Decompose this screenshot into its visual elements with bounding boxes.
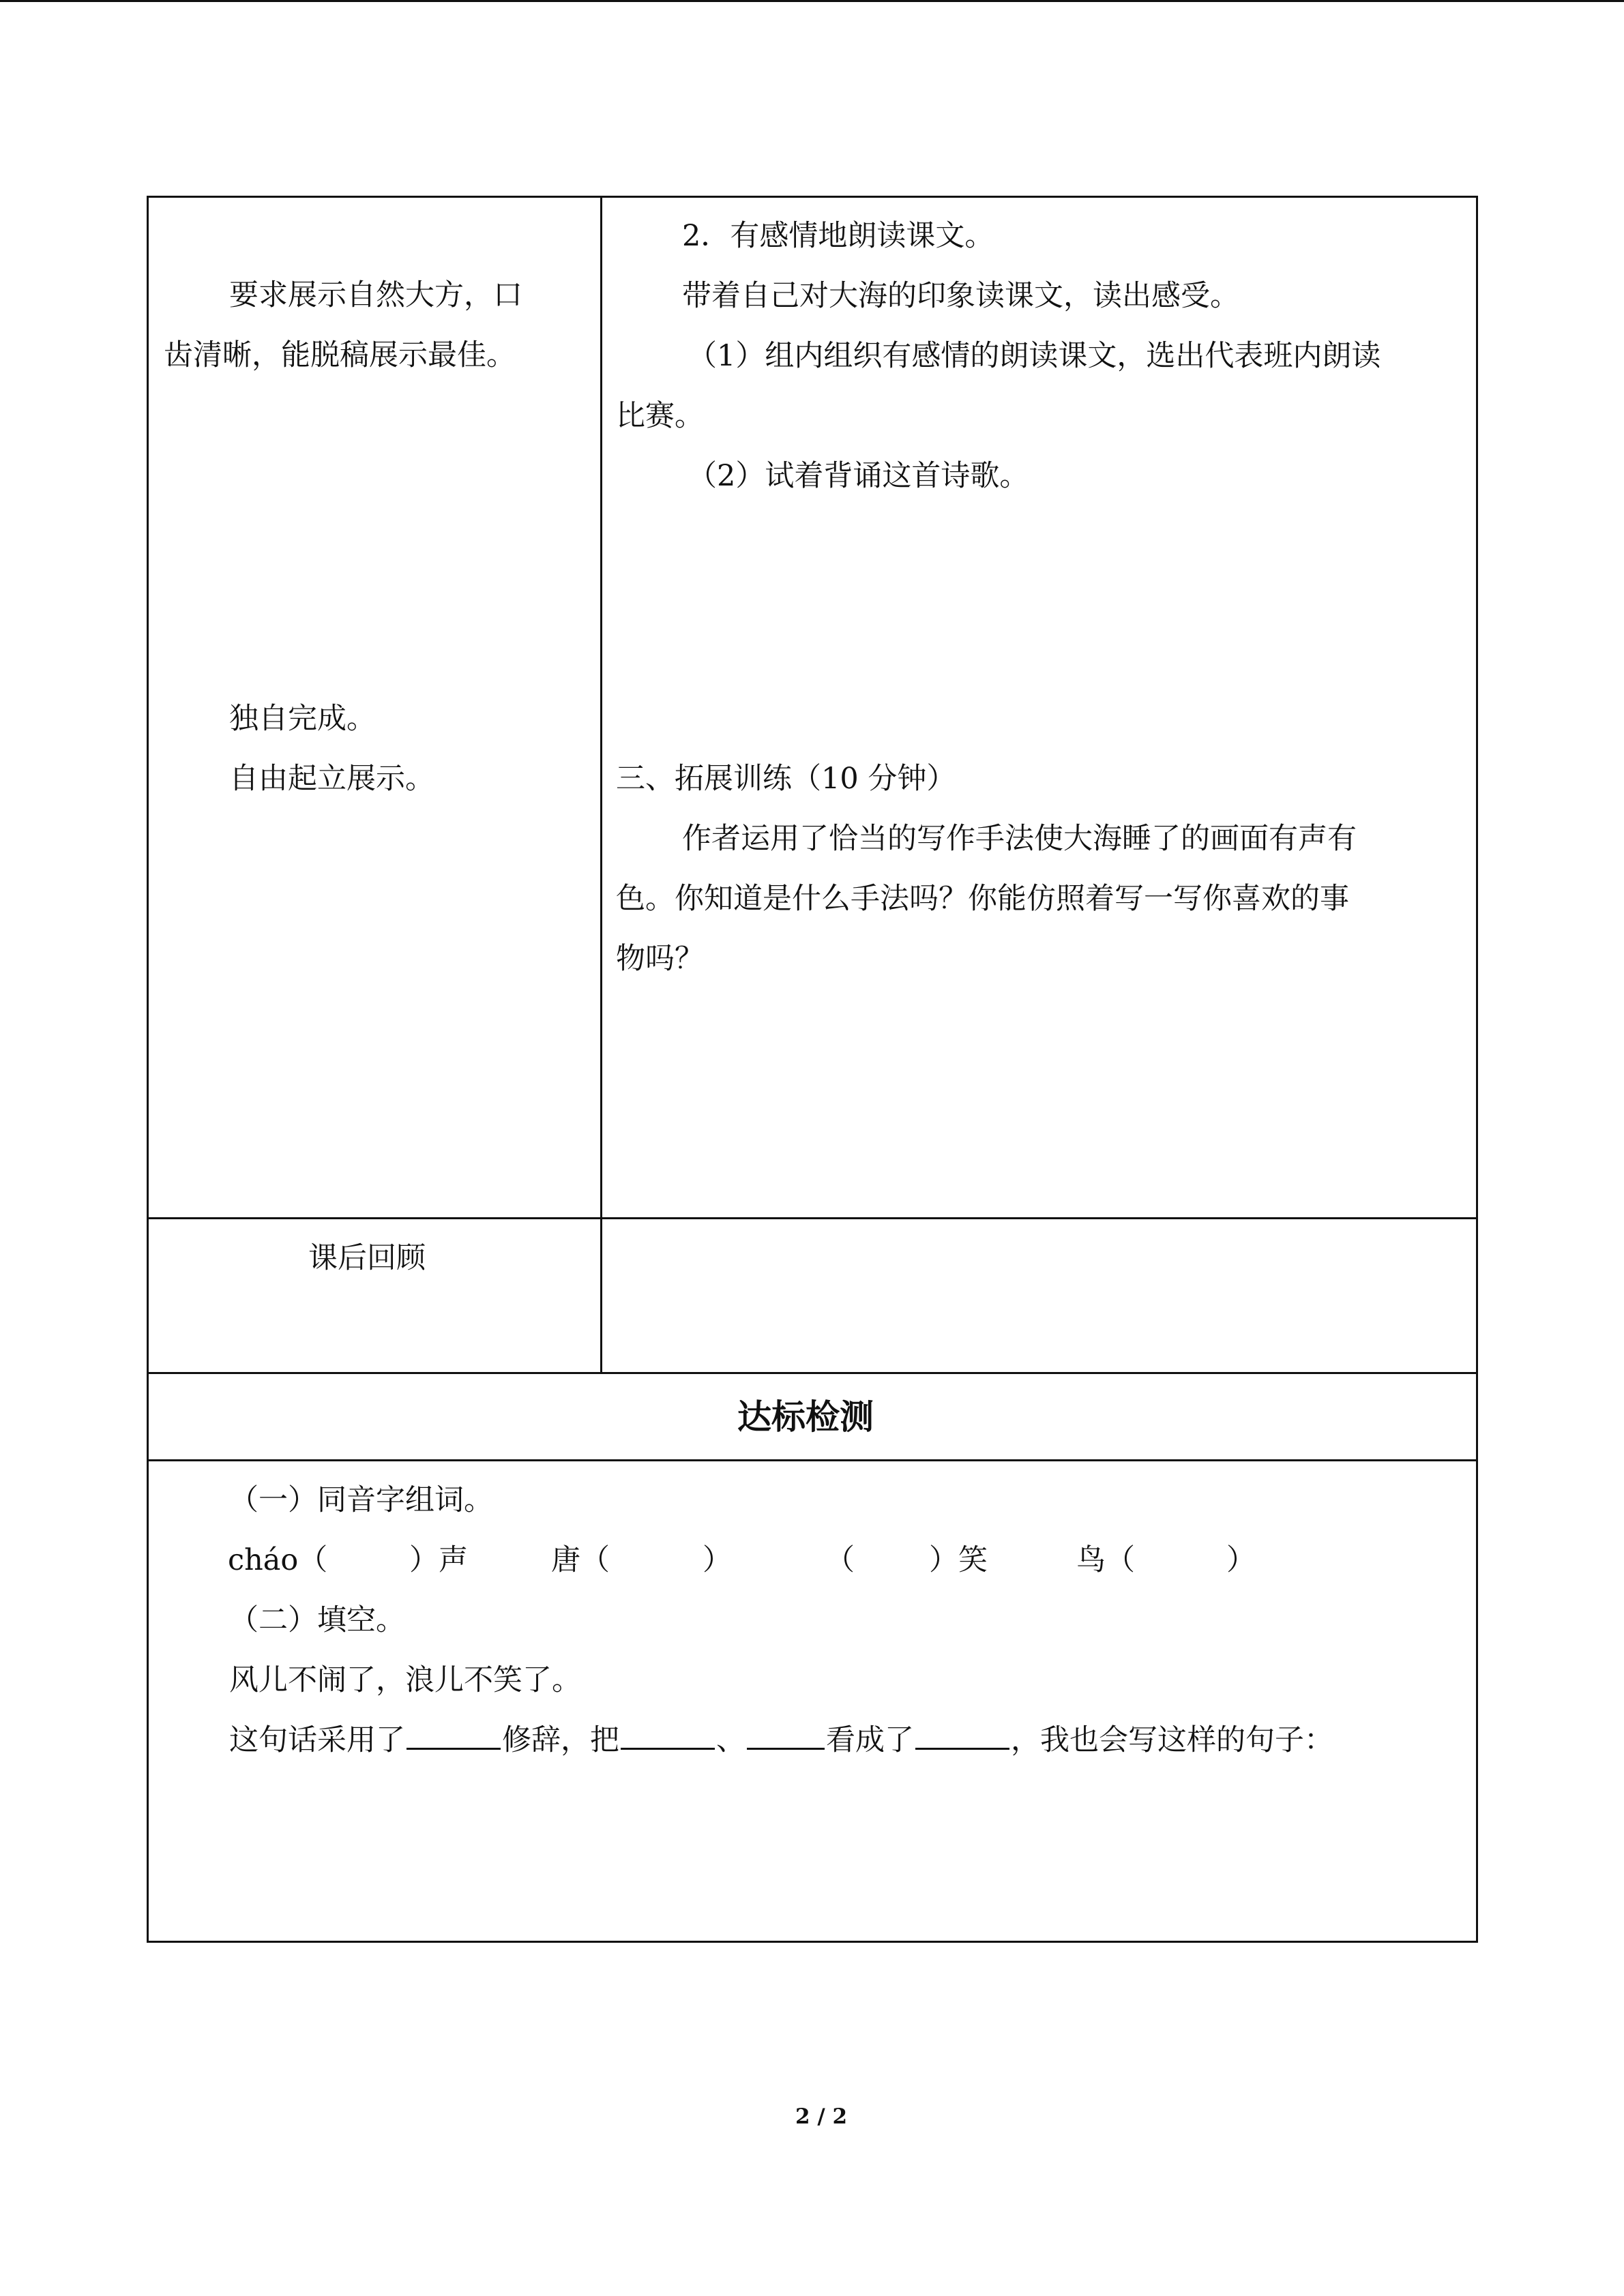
fill-blank-subject-2[interactable] xyxy=(747,1718,825,1750)
q1-item3-head: （ xyxy=(825,1543,855,1577)
q1-item2-tail: ） xyxy=(703,1543,732,1577)
item-2-title: 2．有感情地朗读课文。 xyxy=(682,219,994,253)
fill-blank-subject-1[interactable] xyxy=(621,1718,715,1750)
table-right-border xyxy=(1476,196,1478,1943)
q1-item3-tail: ）笑 xyxy=(929,1543,988,1577)
row-divider-review xyxy=(147,1217,1478,1219)
q2-part1: 这句话采用了 xyxy=(229,1723,405,1757)
q1-title: （一）同音字组词。 xyxy=(229,1483,493,1517)
item-2-sub2: （2）试着背诵这首诗歌。 xyxy=(688,459,1029,493)
left-note-1-line2: 齿清晰，能脱稿展示最佳。 xyxy=(164,338,516,372)
section-3-line1: 作者运用了恰当的写作手法使大海睡了的画面有声有 xyxy=(682,822,1357,856)
item-2-sub1-line2: 比赛。 xyxy=(616,399,704,433)
q2-part2: 修辞，把 xyxy=(502,1723,619,1757)
section-3-title: 三、拓展训练（10 分钟） xyxy=(616,762,956,796)
page-number: 2 / 2 xyxy=(795,2104,848,2129)
table-top-border xyxy=(147,196,1478,198)
table-bottom-border xyxy=(147,1941,1478,1943)
q2-title: （二）填空。 xyxy=(229,1603,405,1637)
left-note-1-line1: 要求展示自然大方，口 xyxy=(229,278,522,312)
test-section-title: 达标检测 xyxy=(737,1397,874,1437)
fill-blank-rhetoric[interactable] xyxy=(407,1718,501,1750)
row-divider-test-title xyxy=(147,1372,1478,1374)
item-2-sub1-line1: （1）组内组织有感情的朗读课文，选出代表班内朗读 xyxy=(688,339,1381,373)
q1-item4-tail: ） xyxy=(1226,1543,1256,1577)
q1-item2-head: 唐（ xyxy=(551,1543,610,1577)
q2-part5: ，我也会写这样的句子： xyxy=(1011,1723,1333,1757)
q1-pinyin: cháo（ xyxy=(228,1543,328,1577)
review-label: 课后回顾 xyxy=(308,1241,426,1275)
section-3-line3: 物吗？ xyxy=(616,942,704,976)
q1-item1-tail: ）声 xyxy=(409,1543,468,1577)
section-3-line2: 色。你知道是什么手法吗？你能仿照着写一写你喜欢的事 xyxy=(616,882,1349,916)
left-note-2: 独自完成。 xyxy=(229,702,376,736)
page-top-border xyxy=(0,0,1624,2)
row-divider-test-body xyxy=(147,1459,1478,1461)
q1-item4-head: 鸟（ xyxy=(1076,1543,1135,1577)
left-note-3: 自由起立展示。 xyxy=(229,762,434,796)
fill-blank-object[interactable] xyxy=(915,1718,1009,1750)
item-2-intro: 带着自己对大海的印象读课文，读出感受。 xyxy=(682,279,1239,313)
q2-fill-line xyxy=(229,1710,1333,1770)
q2-part3: 、 xyxy=(716,1723,745,1757)
table-left-border xyxy=(147,196,149,1943)
q2-part4: 看成了 xyxy=(826,1723,914,1757)
q2-sentence: 风儿不闹了，浪儿不笑了。 xyxy=(229,1663,581,1697)
column-divider xyxy=(600,196,602,1374)
